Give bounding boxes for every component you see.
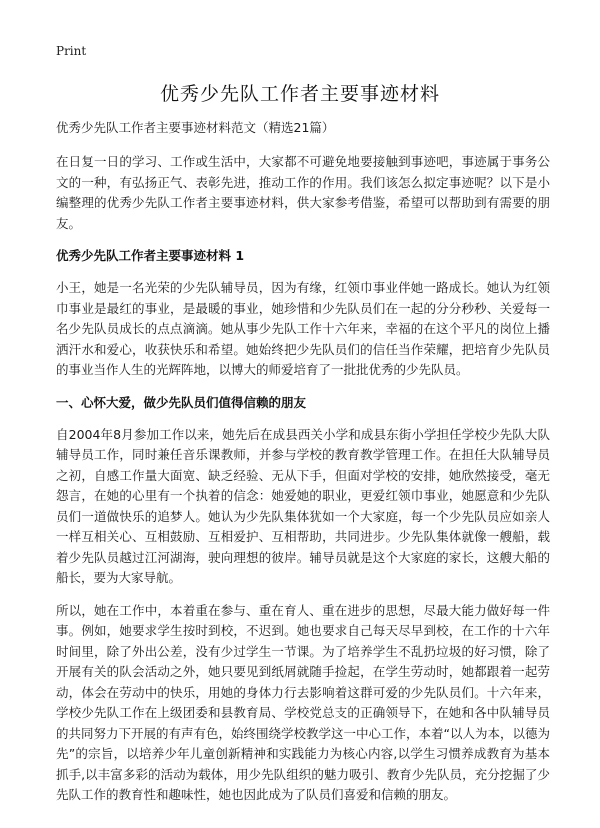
page-title: 优秀少先队工作者主要事迹材料 [159,83,440,105]
article-body [56,118,550,818]
article-subtitle: 优秀少先队工作者主要事迹材料范文（精选21篇） [56,120,335,135]
section-heading-1: 一、心怀大爱，做少先队员们值得信赖的朋友 [56,394,307,410]
paragraph-2: 自2004年8月参加工作以来，她先后在成县西关小学和成县东街小学担任学校少先队大队辅导员工作，同时兼任音乐课教师，并参与学校的教育教学管理工作。在担任大队辅导员之初，自感工作量大面宽、缺乏经验、无从下手，但面对学校的安排，她欣然接受，毫无怨言，在她的心里有一个执着的信念：她爱她的职业，更爱红领巾事业，她愿意和少先队员们一道做快乐的追梦人。她认为少先队集体犹如一个大家庭，每一个少先队员应如亲人一样互相关心、互相鼓励、互相爱护、互相帮助，共同进步。少先队集体就像一艘船，载着少先队员越过江河湖海，驶向理想的彼岸。辅导员就是这个大家庭的家长，这艘大船的船长，要为大家导航。 [56,426,550,585]
paragraph-3: 所以，她在工作中，本着重在参与、重在育人、重在进步的思想，尽最大能力做好每一件事。例如，她要求学生按时到校，不迟到。她也要求自己每天尽早到校，在工作的十六年时间里，除了外出公差，没有少过学生一节课。为了培养学生不乱扔垃圾的好习惯，除了开展有关的队会活动之外，她只要见到纸屑就随手捡起，在学生劳动时，她都跟着一起劳动，体会在劳动中的快乐，用她的身体力行去影响着这群可爱的少先队员们。十六年来，学校少先队工作在上级团委和县教育局、学校党总支的正确领导下，在她和各中队辅导员的共同努力下开展的有声有色，始终围绕学校教学这一中心工作，本着“以人为本，以德为先”的宗旨，以培养少年儿童创新精神和实践能力为核心内容,以学生习惯养成教育为基本抓手,以丰富多彩的活动为载体，用少先队组织的魅力吸引、教育少先队员，充分挖掘了少先队工作的教育性和趣味性，她也因此成为了队员们喜爱和信赖的朋友。 [56,602,550,802]
paragraph-1: 小王，她是一名光荣的少先队辅导员，因为有缘，红领巾事业伴她一路成长。她认为红领巾事业是最红的事业，是最暖的事业，她珍惜和少先队员们在一起的分分秒秒、关爱每一名少先队员成长的点点滴滴。她从事少先队工作十六年来，幸福的在这个平凡的岗位上播洒汗水和爱心，收获快乐和希望。她始终把少先队员们的信任当作荣耀，把培育少先队员的事业当作人生的光辉阵地，以博大的师爱培育了一批批优秀的少先队员。 [56,280,550,377]
material-heading: 优秀少先队工作者主要事迹材料 1 [56,248,245,263]
print-link[interactable]: Print [56,44,87,58]
intro-paragraph: 在日复一日的学习、工作或生活中，大家都不可避免地要接触到事迹吧，事迹属于事务公文的一种，有弘扬正气、表彰先进，推动工作的作用。我们该怎么拟定事迹呢？以下是小编整理的优秀少先队工作者主要事迹材料，供大家参考借鉴，希望可以帮助到有需要的朋友。 [56,154,550,231]
